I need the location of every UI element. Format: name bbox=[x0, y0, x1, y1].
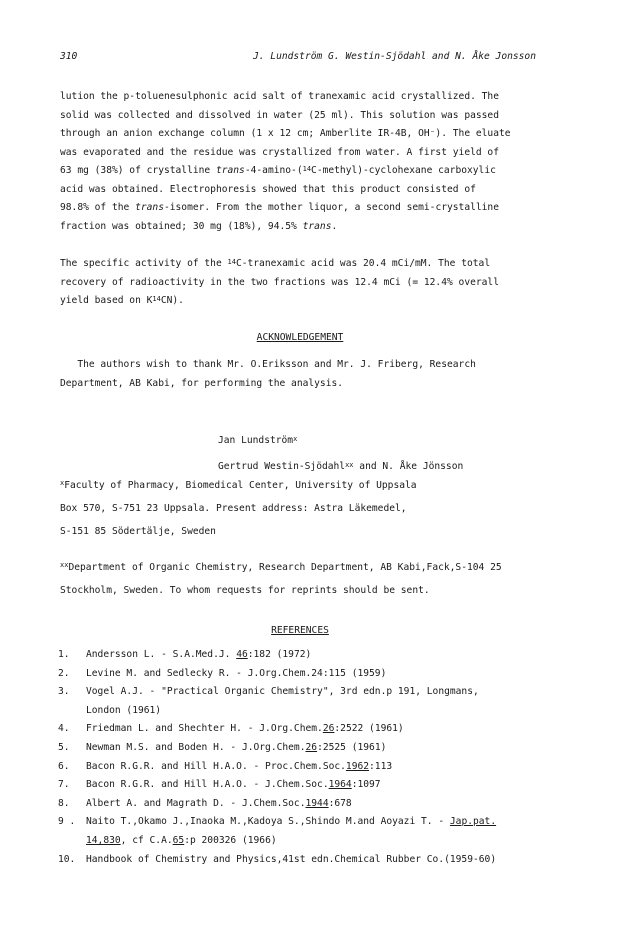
text-line bbox=[60, 255, 540, 274]
text-run: Faculty of Pharmacy, Biomedical Center, University of Uppsala bbox=[64, 480, 417, 491]
text-run: . bbox=[331, 220, 338, 232]
text-run: :p 200326 (1966) bbox=[184, 834, 277, 846]
page-number: 310 bbox=[60, 51, 78, 62]
affiliation-1 bbox=[60, 474, 540, 543]
text-run: Andersson L. - S.A.Med.J. bbox=[86, 649, 237, 660]
text-run: Levine M. and Sedlecky R. - J.Org.Chem.24:115 (1959) bbox=[86, 667, 387, 679]
patent-label: Jap.pat. bbox=[449, 816, 497, 828]
italic-run: trans bbox=[302, 220, 332, 232]
running-title: J. Lundström G. Westin-Sjödahl and N. Åke Jonsson bbox=[252, 51, 536, 62]
text-run: Bacon R.G.R. and Hill H.A.O. - J.Chem.Soc. bbox=[86, 779, 329, 791]
author-name: Jan Lundström bbox=[218, 435, 294, 446]
text-run: :2525 (1961) bbox=[317, 741, 387, 753]
reference-item bbox=[58, 720, 538, 739]
reference-number: 7. bbox=[58, 779, 70, 791]
reference-item bbox=[58, 665, 538, 684]
volume: 26 bbox=[305, 741, 318, 753]
author-name: and N. Åke Jönsson bbox=[353, 461, 464, 472]
text-run: :1097 bbox=[351, 779, 381, 791]
volume: 1962 bbox=[345, 760, 370, 772]
text-run: Bacon R.G.R. and Hill H.A.O. - Proc.Chem.Soc. bbox=[86, 760, 346, 772]
text-run: 98.8% of the bbox=[60, 202, 136, 213]
volume: 1944 bbox=[305, 797, 329, 809]
text-run: fraction was obtained; 30 mg (18%), 94.5% bbox=[60, 220, 303, 232]
text-line bbox=[60, 218, 540, 237]
text-line: was evaporated and the residue was crystallized from water. A first yield of bbox=[60, 146, 499, 158]
text-line: The authors wish to thank Mr. O.Eriksson and Mr. J. Friberg, Research bbox=[60, 359, 476, 370]
acknowledgement-text bbox=[60, 356, 540, 393]
author-line bbox=[218, 428, 463, 454]
text-run: :113 bbox=[369, 760, 393, 772]
text-line bbox=[60, 556, 540, 579]
reference-number: 5. bbox=[58, 741, 70, 753]
reference-item bbox=[58, 758, 538, 777]
text-line: Stockholm, Sweden. To whom requests for reprints should be sent. bbox=[60, 585, 430, 596]
text-run: Department of Organic Chemistry, Research Department, AB Kabi,Fack,S-104 25 bbox=[68, 562, 502, 573]
text-run: C-tranexamic acid was 20.4 mCi/mM. The total bbox=[235, 258, 491, 269]
affiliation-mark: x bbox=[293, 435, 298, 443]
text-run: -4-amino-( bbox=[244, 165, 303, 176]
affiliation-mark: xx bbox=[345, 461, 354, 469]
text-line bbox=[60, 199, 540, 218]
paragraph-specific-activity bbox=[60, 255, 540, 311]
text-run: Vogel A.J. - "Practical Organic Chemistry", 3rd edn.p 191, Longmans, bbox=[86, 686, 479, 698]
reference-item bbox=[58, 851, 538, 870]
author-name: Gertrud Westin-Sjödahl bbox=[218, 461, 346, 472]
text-line: S-151 85 Södertälje, Sweden bbox=[60, 526, 216, 537]
text-run: London (1961) bbox=[86, 704, 162, 716]
italic-run: trans bbox=[215, 165, 245, 176]
affiliation-2 bbox=[60, 556, 540, 602]
text-run: :678 bbox=[328, 797, 352, 809]
paragraph-synthesis bbox=[60, 88, 540, 236]
reference-number: 10. bbox=[58, 853, 76, 865]
text-run: Newman M.S. and Boden H. - J.Org.Chem. bbox=[86, 741, 306, 753]
text-run: Handbook of Chemistry and Physics,41st edn.Chemical Rubber Co.(1959-60) bbox=[86, 853, 497, 865]
reference-number: 2. bbox=[58, 667, 70, 679]
reference-number: 9 . bbox=[58, 816, 76, 828]
author-list bbox=[218, 428, 463, 480]
text-run: Friedman L. and Shechter H. - J.Org.Chem. bbox=[86, 723, 323, 735]
text-line: acid was obtained. Electrophoresis showed that this product consisted of bbox=[60, 183, 476, 195]
acknowledgement-heading: ACKNOWLEDGEMENT bbox=[256, 332, 344, 343]
reference-number: 3. bbox=[58, 686, 70, 698]
affiliation-mark: x bbox=[60, 479, 65, 487]
volume: 65 bbox=[172, 834, 185, 846]
page-header bbox=[60, 51, 536, 67]
reference-item bbox=[58, 795, 538, 814]
volume: 46 bbox=[236, 649, 248, 660]
text-line: Department, AB Kabi, for performing the analysis. bbox=[60, 377, 344, 389]
text-line: Box 570, S-751 23 Uppsala. Present address: Astra Läkemedel, bbox=[60, 503, 407, 514]
text-run: C-methyl)-cyclohexane carboxylic bbox=[311, 165, 496, 176]
superscript: 14 bbox=[152, 295, 161, 303]
volume: 1964 bbox=[328, 779, 352, 791]
reference-list bbox=[58, 646, 538, 869]
reference-item bbox=[58, 739, 538, 758]
text-line bbox=[60, 474, 540, 497]
text-line: lution the p-toluenesulphonic acid salt of tranexamic acid crystallized. The bbox=[60, 91, 499, 102]
affiliation-mark: xx bbox=[60, 561, 69, 569]
text-run: The specific activity of the bbox=[60, 258, 228, 269]
text-run: CN). bbox=[160, 295, 184, 306]
references-heading: REFERENCES bbox=[271, 625, 329, 636]
reference-number: 1. bbox=[58, 649, 70, 660]
text-run: Albert A. and Magrath D. - J.Chem.Soc. bbox=[86, 797, 306, 809]
reference-item bbox=[58, 646, 538, 665]
text-line: recovery of radioactivity in the two fractions was 12.4 mCi (= 12.4% overall bbox=[60, 276, 499, 288]
text-run: , cf C.A. bbox=[120, 834, 173, 846]
superscript: 14 bbox=[227, 258, 236, 266]
volume: 26 bbox=[322, 723, 335, 735]
reference-number: 8. bbox=[58, 797, 70, 809]
reference-item bbox=[58, 813, 538, 850]
reference-item bbox=[58, 683, 538, 720]
text-run: :182 (1972) bbox=[247, 649, 312, 660]
text-line: solid was collected and dissolved in water (25 ml). This solution was passed bbox=[60, 109, 499, 121]
text-run: :2522 (1961) bbox=[334, 723, 404, 735]
text-line bbox=[60, 292, 540, 311]
text-line: through an anion exchange column (1 x 12 cm; Amberlite IR-4B, OH⁻). The eluate bbox=[60, 128, 511, 139]
superscript: 14 bbox=[302, 165, 312, 173]
text-run: 63 mg (38%) of crystalline bbox=[60, 165, 216, 176]
reference-number: 4. bbox=[58, 723, 70, 735]
italic-run: trans bbox=[135, 202, 164, 213]
text-run: -isomer. From the mother liquor, a second semi-crystalline bbox=[163, 202, 499, 213]
patent-number: 14,830 bbox=[86, 834, 121, 846]
reference-number: 6. bbox=[58, 760, 70, 772]
text-line bbox=[60, 162, 540, 181]
text-run: yield based on K bbox=[60, 295, 153, 306]
reference-item bbox=[58, 776, 538, 795]
text-run: Naito T.,Okamo J.,Inaoka M.,Kadoya S.,Shindo M.and Aoyazi T. - bbox=[86, 816, 450, 828]
